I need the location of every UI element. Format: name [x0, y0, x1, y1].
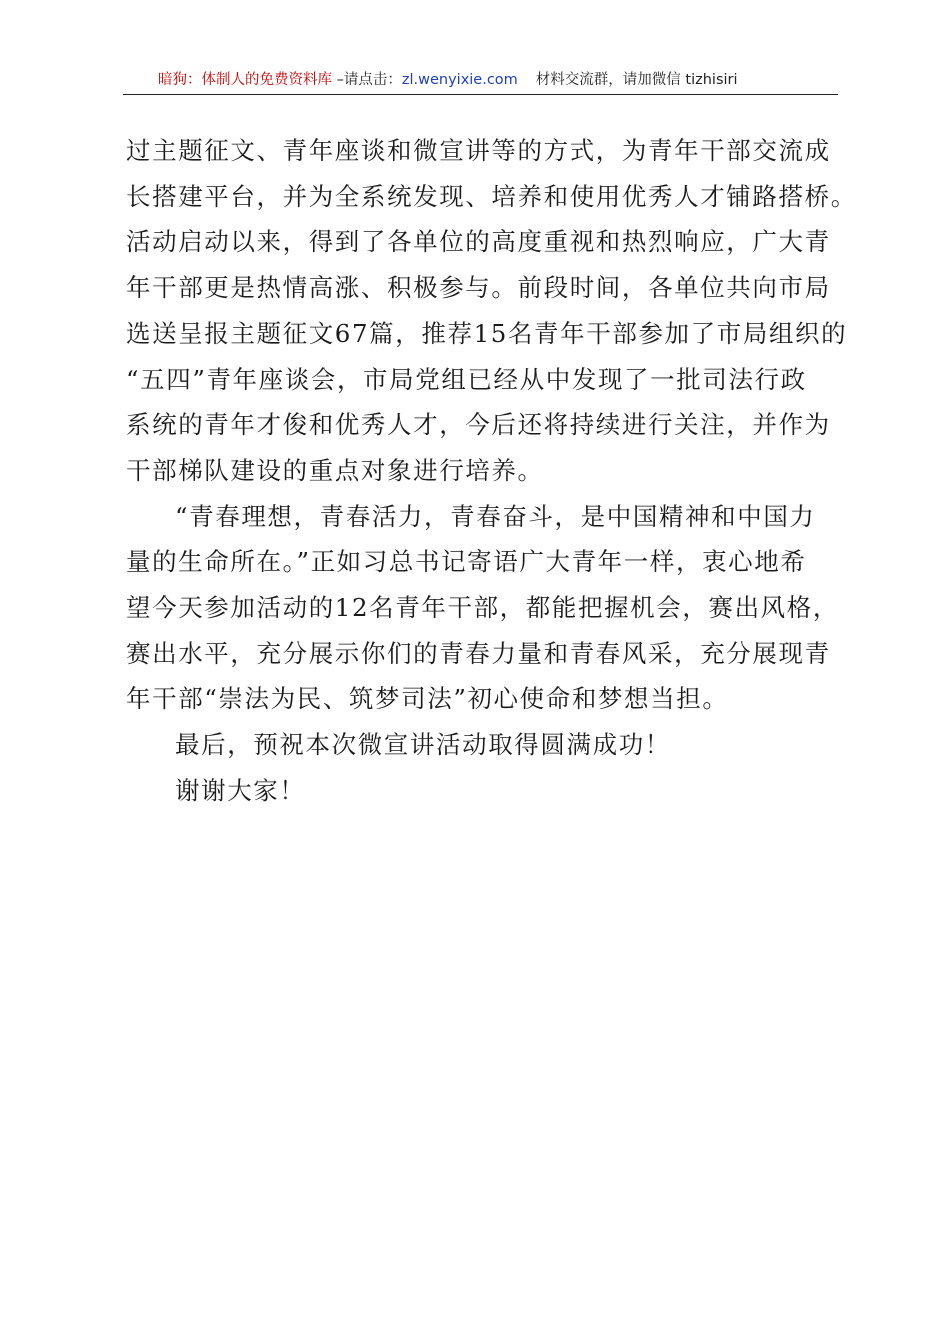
text-line: 系统的青年才俊和优秀人才，今后还将持续进行关注，并作为 [126, 410, 831, 440]
text-line: “五四”青年座谈会，市局党组已经从中发现了一批司法行政 [126, 364, 807, 394]
text-line: 赛出水平，充分展示你们的青春力量和青春风采，充分展现青 [126, 638, 831, 668]
paragraph-4 [126, 768, 838, 814]
text-line: 最后，预祝本次微宣讲活动取得圆满成功！ [175, 730, 671, 760]
text-line: 谢谢大家！ [175, 775, 306, 805]
document-body [126, 128, 857, 814]
paragraph-3 [126, 722, 838, 768]
text-line: 选送呈报主题征文67篇，推荐15名青年干部参加了市局组织的 [126, 318, 848, 348]
header-click-prompt: –请点击： [332, 72, 402, 88]
page-header [123, 68, 838, 95]
paragraph-2 [126, 494, 838, 723]
text-line: 过主题征文、青年座谈和微宣讲等的方式，为青年干部交流成 [126, 136, 831, 165]
text-line: 量的生命所在。”正如习总书记寄语广大青年一样，衷心地希 [126, 547, 807, 577]
text-line: “青春理想，青春活力，青春奋斗，是中国精神和中国力 [175, 501, 816, 531]
paragraph-1 [126, 128, 857, 494]
header-link[interactable]: zl.wenyixie.com [401, 72, 518, 88]
text-line: 望今天参加活动的12名青年干部，都能把握机会，赛出风格， [126, 593, 839, 623]
text-line: 长搭建平台，并为全系统发现、培养和使用优秀人才铺路搭桥。 [126, 181, 857, 211]
header-brand: 暗狗：体制人的免费资料库 [158, 72, 332, 88]
text-line: 年干部“崇法为民、筑梦司法”初心使命和梦想当担。 [126, 684, 729, 714]
text-line: 年干部更是热情高涨、积极参与。前段时间，各单位共向市局 [126, 273, 831, 303]
text-line: 活动启动以来，得到了各单位的高度重视和热烈响应，广大青 [126, 227, 831, 257]
text-line: 干部梯队建设的重点对象进行培养。 [126, 455, 544, 485]
header-contact: 材料交流群，请加微信 tizhisiri [535, 72, 738, 88]
